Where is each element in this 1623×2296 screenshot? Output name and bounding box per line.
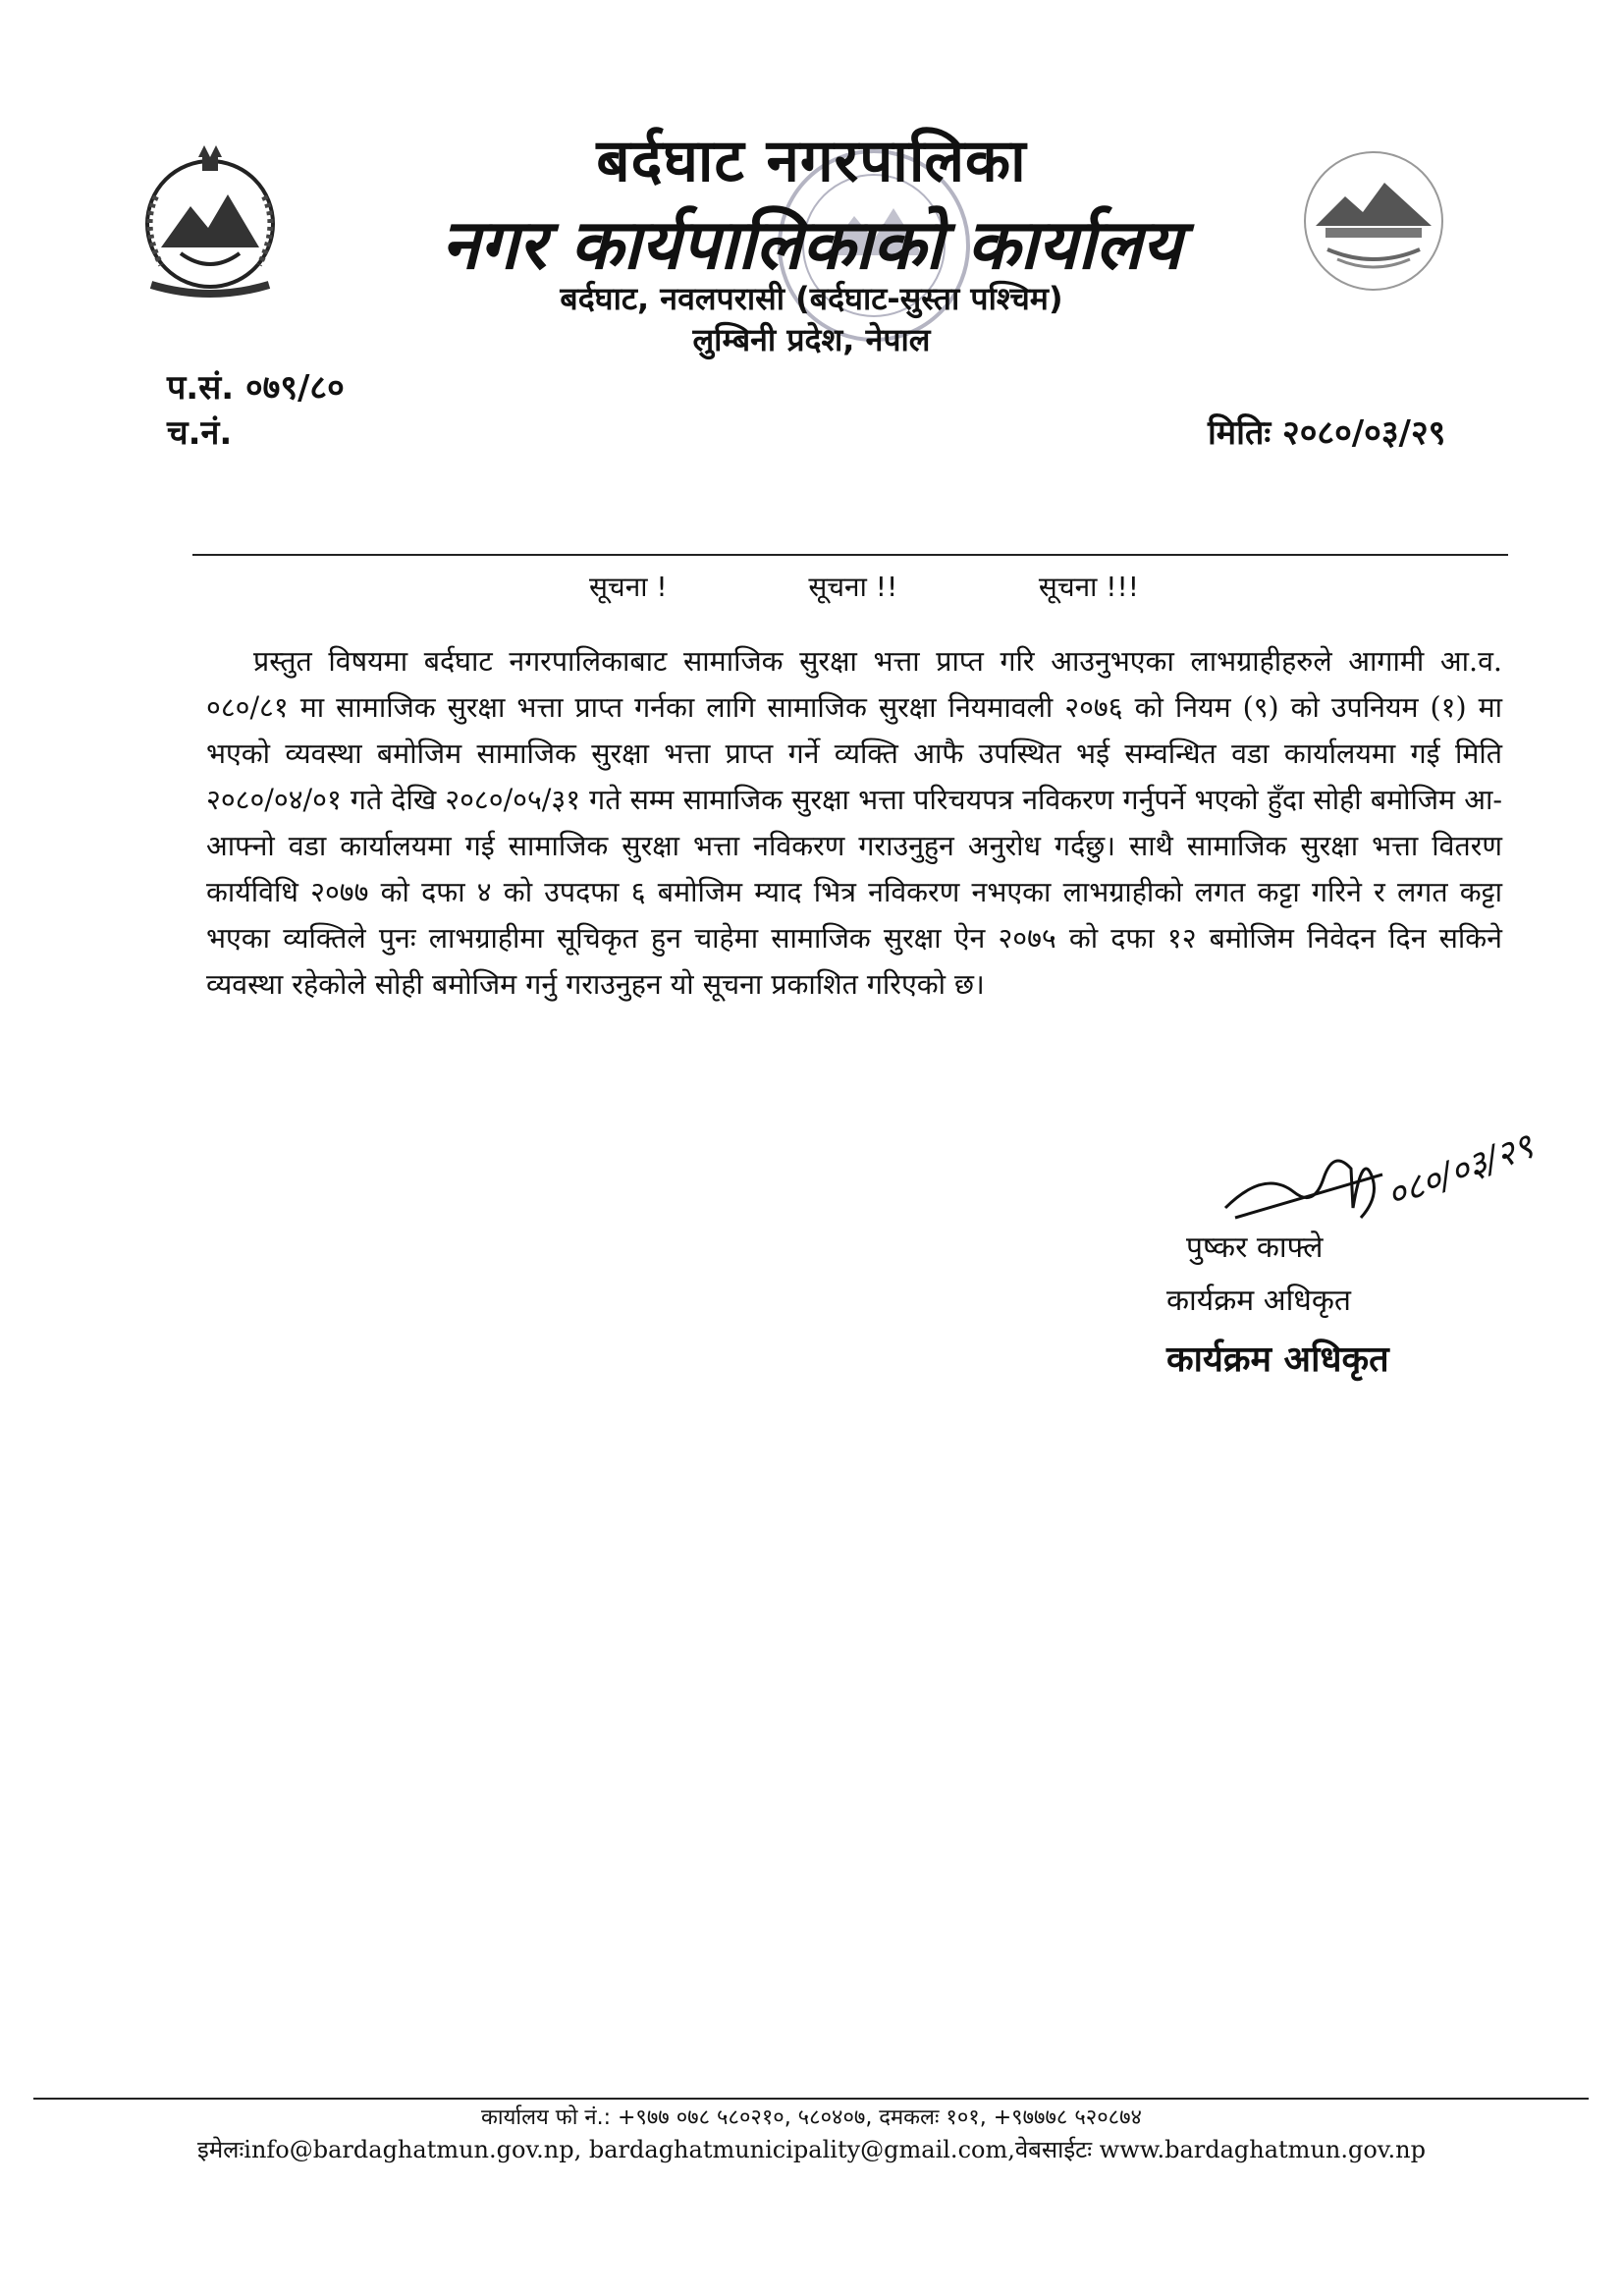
signer-title: कार्यक्रम अधिकृत [1166, 1284, 1352, 1318]
reference-number: प.सं. ०७९/८० [167, 368, 345, 408]
address-province: लुम्बिनी प्रदेश, नेपाल [692, 321, 931, 358]
footer-divider [33, 2098, 1589, 2100]
notice-label: सूचना !! [808, 571, 898, 603]
signer-name: पुष्कर काफ्ले [1186, 1230, 1324, 1265]
letter-date: मितिः २०८०/०३/२९ [1208, 413, 1446, 453]
notice-body: प्रस्तुत विषयमा बर्दघाट नगरपालिकाबाट सामाजिक सुरक्षा भत्ता प्राप्त गरि आउनुभएका लाभग्राहीहरुले आगामी आ.व. ०८०/८१ मा सामाजिक सुरक्षा भत्ता प्राप्त गर्नका लागि सामाजिक सुरक्षा नियमावली २०७६ को नियम (९) को उपनियम (१) मा भएको व्यवस्था बमोजिम सामाजिक सुरक्षा भत्ता प्राप्त गर्ने व्यक्ति आफै उपस्थित भई सम्वन्धित वडा कार्यालयमा गई मिति २०८०/०४/०१ गते देखि २०८०/०५/३१ गते सम्म सामाजिक सुरक्षा भत्ता परिचयपत्र नविकरण गर्नुपर्ने भएको हुँदा सोही बमोजिम आ- आफ्नो वडा कार्यालयमा गई सामाजिक सुरक्षा भत्ता नविकरण गराउनुहुन अनुरोध गर्दछु। साथै सामाजिक सुरक्षा भत्ता वितरण कार्यविधि २०७७ को दफा ४ को उपदफा ६ बमोजिम म्याद भित्र नविकरण नभएका लाभग्राहीको लगत कट्टा गरिने र लगत कट्टा भएका व्यक्तिले पुनः लाभग्राहीमा सूचिकृत हुन चाहेमा सामाजिक सुरक्षा ऐन २०७५ को दफा १२ बमोजिम निवेदन दिन सकिने व्यवस्था रहेकोले सोही बमोजिम गर्नु गराउनुहन यो सूचना प्रकाशित गरिएको छ। [206, 645, 1502, 1001]
notice-heading [589, 562, 1139, 611]
notice-label: सूचना !!! [1038, 571, 1139, 603]
dispatch-number: च.नं. [167, 413, 233, 453]
header-divider [192, 554, 1508, 556]
office-name: नगर कार्यपालिकाको कार्यालय [441, 204, 1182, 285]
organization-name: बर्दघाट नगरपालिका [596, 127, 1027, 195]
signer-title-stamp: कार्यक्रम अधिकृत [1166, 1339, 1389, 1380]
signature-date: ०८०/०३/२९ [1381, 1125, 1540, 1217]
footer-contact-email: इमेलःinfo@bardaghatmun.gov.np, bardaghatmunicipality@gmail.com,वेबसाईटः www.bardaghatmun.gov.np [197, 2136, 1426, 2163]
notice-label: सूचना ! [589, 571, 668, 603]
address-district: बर्दघाट, नवलपरासी (बर्दघाट-सुस्ता पश्चिम) [560, 280, 1063, 317]
footer-contact-phone: कार्यालय फो नं.: +९७७ ०७८ ५८०२१०, ५८०४०७, दमकलः १०१, +९७७७८ ५२०८७४ [481, 2105, 1142, 2130]
